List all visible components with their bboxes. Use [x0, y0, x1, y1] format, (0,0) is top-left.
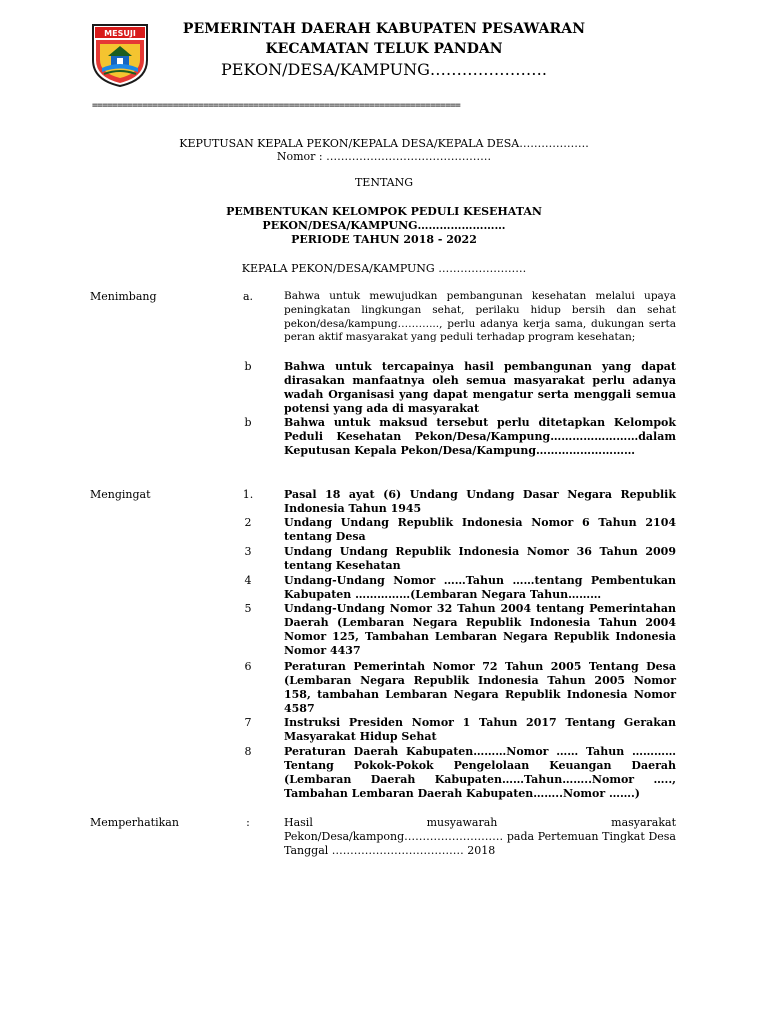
mengingat-item-text: Instruksi Presiden Nomor 1 Tahun 2017 Tentang Gerakan Masyarakat Hidup Sehat: [284, 716, 676, 743]
mengingat-item-number: 3: [244, 545, 252, 558]
mengingat-item-text: Undang-Undang Nomor ……Tahun ……tentang Pembentukan Kabupaten ……………(Lembaran Negara Tahun………: [284, 574, 676, 601]
decree-title: KEPUTUSAN KEPALA PEKON/KEPALA DESA/KEPALA DESA……………….: [179, 137, 589, 150]
mengingat-item-text: Peraturan Daerah Kabupaten………Nomor …… Tahun …………Tentang Pokok-Pokok Pengelolaan Keuangan Daerah (Lembaran Daerah Kabupaten……Tahun……..Nomor ….., Tambahan Lembaran Daerah Kabupaten……..Nomor …….): [284, 745, 676, 800]
mengingat-item-text: Peraturan Pemerintah Nomor 72 Tahun 2005 Tentang Desa (Lembaran Negara Republik Indonesia Tahun 2005 Nomor 158, tambahan Lembaran Negara Republik Indonesia Nomor 4587: [284, 660, 676, 715]
section-label-menimbang: Menimbang: [90, 290, 157, 303]
memperhatikan-text: Hasil musyawarah masyarakat Pekon/Desa/kampong……………………… pada Pertemuan Tingkat Desa Tanggal ……………………………… 2018: [284, 816, 676, 857]
memperhatikan-colon: :: [246, 816, 250, 829]
letterhead-district: KECAMATAN TELUK PANDAN: [265, 41, 503, 57]
letterhead: [160, 20, 608, 81]
decree-subject-2: PEKON/DESA/KAMPUNG……………………: [262, 219, 506, 232]
mengingat-item-text: Pasal 18 ayat (6) Undang Undang Dasar Negara Republik Indonesia Tahun 1945: [284, 488, 676, 515]
svg-text:MESUJI: MESUJI: [104, 29, 136, 38]
menimbang-item-text: Bahwa untuk tercapainya hasil pembangunan yang dapat dirasakan manfaatnya oleh semua masyarakat perlu adanya wadah Organisasi yang dapat mengatur serta menggali semua potensi yang ada di masyarakat: [284, 360, 676, 415]
letterhead-separator: =========================================================================: [92, 100, 461, 111]
mengingat-item-number: 5: [244, 602, 252, 615]
mengingat-item-text: Undang Undang Republik Indonesia Nomor 6 Tahun 2104 tentang Desa: [284, 516, 676, 543]
decree-subject-1: PEMBENTUKAN KELOMPOK PEDULI KESEHATAN: [226, 205, 542, 218]
mengingat-item-number: 8: [244, 745, 252, 758]
letterhead-village: PEKON/DESA/KAMPUNG………………….: [221, 60, 547, 79]
coat-of-arms-icon: [90, 22, 150, 88]
menimbang-item-text: Bahwa untuk mewujudkan pembangunan kesehatan melalui upaya peningkatan lingkungan sehat, perilaku hidup bersih dan sehat pekon/desa/kampung………..., perlu adanya kerja sama, dukungan serta peran aktif masyarakat yang peduli terhadap program kesehatan;: [284, 290, 676, 344]
decree-number: Nomor : ………………………………………: [276, 150, 492, 163]
section-label-mengingat: Mengingat: [90, 488, 151, 501]
mengingat-item-number: 7: [244, 716, 252, 729]
menimbang-item-number: b: [244, 360, 252, 373]
menimbang-item-text: Bahwa untuk maksud tersebut perlu ditetapkan Kelompok Peduli Kesehatan Pekon/Desa/Kampung……………………dalam Keputusan Kepala Pekon/Desa/Kampung………………………: [284, 416, 676, 457]
letterhead-government: PEMERINTAH DAERAH KABUPATEN PESAWARAN: [182, 21, 586, 37]
mengingat-item-number: 6: [244, 660, 252, 673]
mengingat-item-number: 1.: [242, 488, 254, 501]
decree-subject-3: PERIODE TAHUN 2018 - 2022: [291, 233, 477, 246]
decree-tentang: TENTANG: [354, 176, 414, 189]
menimbang-item-number: a.: [242, 290, 254, 303]
mengingat-item-number: 2: [244, 516, 252, 529]
section-label-memperhatikan: Memperhatikan: [90, 816, 179, 829]
menimbang-item-number: b: [244, 416, 252, 429]
mengingat-item-text: Undang-Undang Nomor 32 Tahun 2004 tentang Pemerintahan Daerah (Lembaran Negara Republik Indonesia Tahun 2004 Nomor 125, Tambahan Lembaran Negara Republik Indonesia Nomor 4437: [284, 602, 676, 657]
decree-official: KEPALA PEKON/DESA/KAMPUNG ……………………: [241, 262, 527, 275]
mengingat-item-text: Undang Undang Republik Indonesia Nomor 36 Tahun 2009 tentang Kesehatan: [284, 545, 676, 572]
mesuji-regency-logo: [90, 22, 150, 88]
mengingat-item-number: 4: [244, 574, 252, 587]
